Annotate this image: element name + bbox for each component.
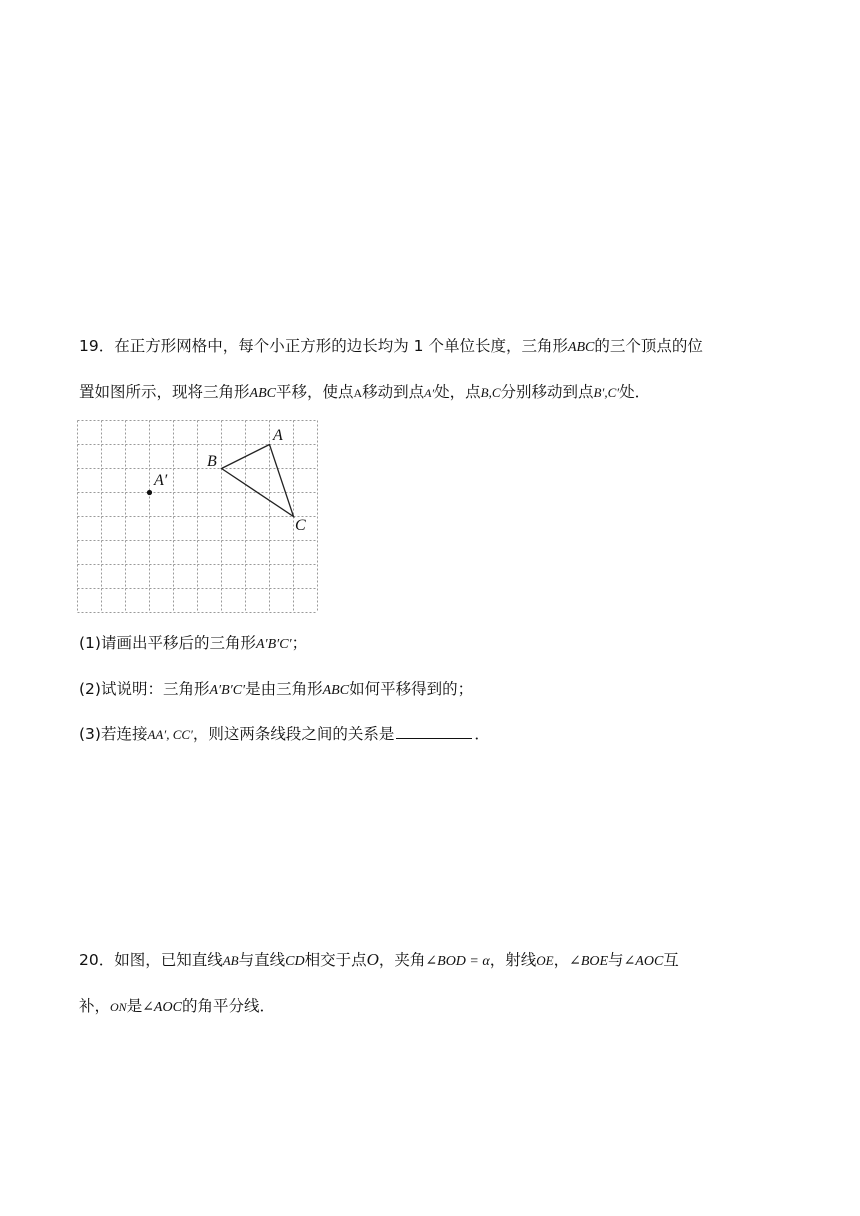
math-a: A bbox=[353, 386, 363, 400]
q19-part-2 bbox=[79, 678, 473, 702]
q19-part-1 bbox=[79, 632, 307, 656]
math-angle-boe: ∠BOE bbox=[569, 954, 609, 969]
math-cd: CD bbox=[285, 954, 305, 969]
q19-part-3 bbox=[79, 723, 490, 746]
q19-line-2 bbox=[79, 381, 650, 405]
q19-text: 分别移动到点 bbox=[500, 383, 594, 401]
math-on: ON bbox=[110, 1000, 127, 1014]
math-b-c-prime: B′,C′ bbox=[593, 385, 620, 400]
q19-text: 移动到点 bbox=[362, 383, 425, 401]
q20-text: 与直线 bbox=[238, 951, 286, 969]
math-abc-prime: A′B′C′ bbox=[209, 683, 246, 698]
math-o: O bbox=[366, 950, 379, 969]
math-abc-prime: A′B′C′ bbox=[255, 637, 292, 652]
q20-text: 20．如图，已知直线 bbox=[79, 951, 223, 969]
q20-text: ，夹角 bbox=[378, 951, 426, 969]
q19-text: 如何平移得到的； bbox=[349, 680, 474, 698]
math-aa-cc-prime: AA′, CC′ bbox=[147, 727, 193, 742]
math-abc: ABC bbox=[322, 683, 350, 698]
q20-text: 是 bbox=[126, 997, 143, 1015]
math-abc: ABC bbox=[567, 340, 595, 355]
math-a-prime: A′ bbox=[424, 386, 435, 400]
label-a: A bbox=[273, 427, 283, 444]
q19-text: ，则这两条线段之间的关系是 bbox=[192, 725, 395, 743]
q19-text: 平移，使点 bbox=[275, 383, 354, 401]
math-ab: AB bbox=[222, 953, 239, 968]
q19-text: 19．在正方形网格中，每个小正方形的边长均为 1 个单位长度，三角形 bbox=[79, 337, 568, 355]
q19-text: ． bbox=[474, 725, 490, 743]
q19-text: ； bbox=[291, 634, 308, 652]
math-angle-aoc: ∠AOC bbox=[623, 954, 664, 969]
q19-text: 是由三角形 bbox=[245, 680, 323, 698]
math-angle-aoc: ∠AOC bbox=[142, 1000, 182, 1015]
q20-line-1 bbox=[79, 949, 679, 973]
grid-figure bbox=[76, 418, 321, 614]
math-angle-bod: ∠BOD = α bbox=[425, 954, 490, 969]
triangle-abc bbox=[222, 445, 294, 517]
q19-text: (1)请画出平移后的三角形 bbox=[79, 634, 256, 652]
q19-line-1 bbox=[79, 335, 703, 359]
q19-text: 置如图所示，现将三角形 bbox=[79, 383, 250, 401]
math-oe: OE bbox=[536, 953, 554, 968]
q20-text: 的角平分线． bbox=[181, 997, 275, 1015]
q20-text: 互 bbox=[663, 951, 679, 969]
math-b-c: B,C bbox=[480, 385, 501, 400]
q20-text: 补， bbox=[79, 997, 111, 1015]
label-c: C bbox=[295, 517, 306, 534]
answer-blank[interactable] bbox=[396, 724, 472, 739]
q20-line-2 bbox=[79, 995, 275, 1019]
q19-text: 的三个顶点的位 bbox=[594, 337, 703, 355]
q19-text: (2)试说明：三角形 bbox=[79, 680, 210, 698]
q20-text: 相交于点 bbox=[304, 951, 367, 969]
label-b: B bbox=[207, 453, 217, 470]
q20-text: 与 bbox=[608, 951, 624, 969]
q19-text: 处，点 bbox=[434, 383, 481, 401]
q20-text: ，射线 bbox=[489, 951, 537, 969]
label-a-prime: A′ bbox=[154, 472, 168, 489]
q19-text: 处． bbox=[619, 383, 651, 401]
q19-text: (3)若连接 bbox=[79, 725, 148, 743]
math-abc: ABC bbox=[249, 386, 276, 401]
q20-text: ， bbox=[553, 951, 570, 969]
point-a-prime bbox=[147, 490, 152, 495]
